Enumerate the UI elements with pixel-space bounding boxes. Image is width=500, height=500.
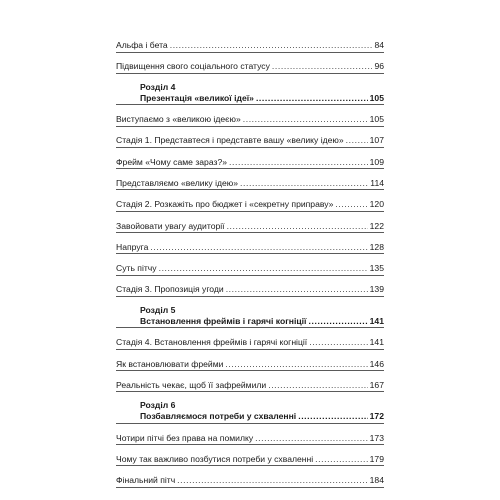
divider (116, 104, 384, 105)
divider (116, 423, 384, 424)
toc-entry-title: Завойовати увагу аудиторії (116, 220, 225, 231)
toc-entry (116, 454, 384, 467)
divider (116, 73, 384, 74)
toc-entry (116, 380, 384, 393)
toc-entry-title: Представляємо «велику ідею» (116, 177, 238, 188)
toc-entry-page: 146 (369, 358, 384, 369)
toc-entry-title: Стадія 1. Представтеся і представте вашу «велику ідею» (116, 135, 344, 146)
toc-entry (116, 221, 384, 234)
divider (116, 253, 384, 254)
toc-entry-page: 114 (370, 177, 384, 188)
divider (116, 126, 384, 127)
toc-entry-page: 128 (369, 241, 384, 252)
dot-leader (150, 242, 367, 252)
dot-leader (309, 337, 367, 347)
toc-entry (116, 284, 384, 297)
dot-leader (256, 93, 368, 103)
divider (116, 391, 384, 392)
toc-entry-page: 84 (374, 40, 384, 50)
toc-entry-title: Реальність чекає, щоб її зафреймили (116, 379, 267, 390)
divider (116, 444, 384, 445)
dot-leader (243, 114, 368, 124)
chapter-heading (116, 305, 384, 329)
toc-entry (116, 157, 384, 170)
divider (116, 487, 384, 488)
dot-leader (268, 380, 367, 390)
divider (116, 296, 384, 297)
toc-entry-page: 105 (369, 114, 384, 125)
toc-entry-title: Стадія 3. Пропозиція угоди (116, 284, 224, 295)
dot-leader (225, 359, 367, 369)
divider (116, 147, 384, 148)
divider (116, 349, 384, 350)
dot-leader (298, 411, 367, 421)
dot-leader (308, 316, 367, 326)
toc-entry (116, 61, 384, 74)
toc-entry-page: 173 (369, 432, 384, 443)
toc-entry-title: Фрейм «Чому саме зараз?» (116, 156, 227, 167)
chapter-number: Розділ 6 (140, 400, 176, 411)
toc-entry-title: Фінальний пітч (116, 475, 176, 486)
chapter-heading (116, 82, 384, 106)
toc-entry-title: Чому так важливо позбутися потреби у схваленні (116, 453, 314, 464)
dot-leader (170, 40, 373, 50)
toc-entry (116, 135, 384, 148)
toc-entry-title: Альфа і бета (116, 40, 168, 50)
dot-leader (346, 135, 368, 145)
toc-entry-page: 107 (369, 135, 384, 146)
dot-leader (227, 221, 368, 231)
dot-leader (240, 178, 368, 188)
dot-leader (226, 284, 368, 294)
toc-entry-page: 141 (369, 337, 384, 348)
toc-entry (116, 178, 384, 191)
toc-entry (116, 40, 384, 53)
divider (116, 211, 384, 212)
toc-entry-title: Як встановлювати фрейми (116, 358, 224, 369)
toc-entry (116, 475, 384, 488)
toc-entry-title: Стадія 4. Встановлення фреймів і гарячі когніції (116, 337, 308, 348)
table-of-contents (116, 40, 384, 488)
divider (116, 275, 384, 276)
dot-leader (315, 454, 367, 464)
chapter-page: 105 (369, 92, 384, 103)
toc-entry (116, 263, 384, 276)
dot-leader (335, 199, 367, 209)
divider (116, 465, 384, 466)
toc-entry-title: Виступаємо з «великою ідеєю» (116, 114, 241, 125)
toc-entry-title: Підвищення свого соціального статусу (116, 61, 270, 72)
divider (116, 52, 384, 53)
chapter-number: Розділ 5 (140, 304, 176, 315)
toc-entry (116, 199, 384, 212)
divider (116, 232, 384, 233)
divider (116, 168, 384, 169)
chapter-page: 172 (369, 411, 384, 422)
toc-entry (116, 114, 384, 127)
chapter-heading (116, 400, 384, 424)
toc-entry (116, 433, 384, 446)
dot-leader (229, 157, 368, 167)
toc-entry-page: 139 (369, 284, 384, 295)
divider (116, 327, 384, 328)
chapter-title: Позбавляємося потреби у схваленні (140, 411, 297, 422)
dot-leader (177, 475, 367, 485)
toc-entry-page: 122 (369, 220, 384, 231)
toc-entry (116, 359, 384, 372)
divider (116, 370, 384, 371)
dot-leader (159, 263, 368, 273)
dot-leader (272, 61, 373, 71)
toc-entry-title: Напруга (116, 241, 149, 252)
toc-entry-page: 135 (369, 263, 384, 274)
toc-entry-page: 179 (369, 453, 384, 464)
toc-entry-page: 120 (369, 199, 384, 210)
toc-entry-page: 167 (369, 379, 384, 390)
toc-entry-page: 184 (369, 475, 384, 486)
chapter-title: Презентація «великої ідеї» (140, 92, 254, 103)
toc-entry (116, 242, 384, 255)
chapter-title: Встановлення фреймів і гарячі когніції (140, 315, 307, 326)
toc-entry-page: 96 (374, 61, 384, 72)
divider (116, 189, 384, 190)
chapter-number: Розділ 4 (140, 81, 176, 92)
toc-entry-title: Суть пітчу (116, 263, 157, 274)
toc-entry-title: Чотири пітчі без права на помилку (116, 432, 254, 443)
chapter-page: 141 (369, 315, 384, 326)
toc-entry (116, 337, 384, 350)
toc-entry-title: Стадія 2. Розкажіть про бюджет і «секретну приправу» (116, 199, 334, 210)
dot-leader (255, 433, 368, 443)
toc-entry-page: 109 (369, 156, 384, 167)
